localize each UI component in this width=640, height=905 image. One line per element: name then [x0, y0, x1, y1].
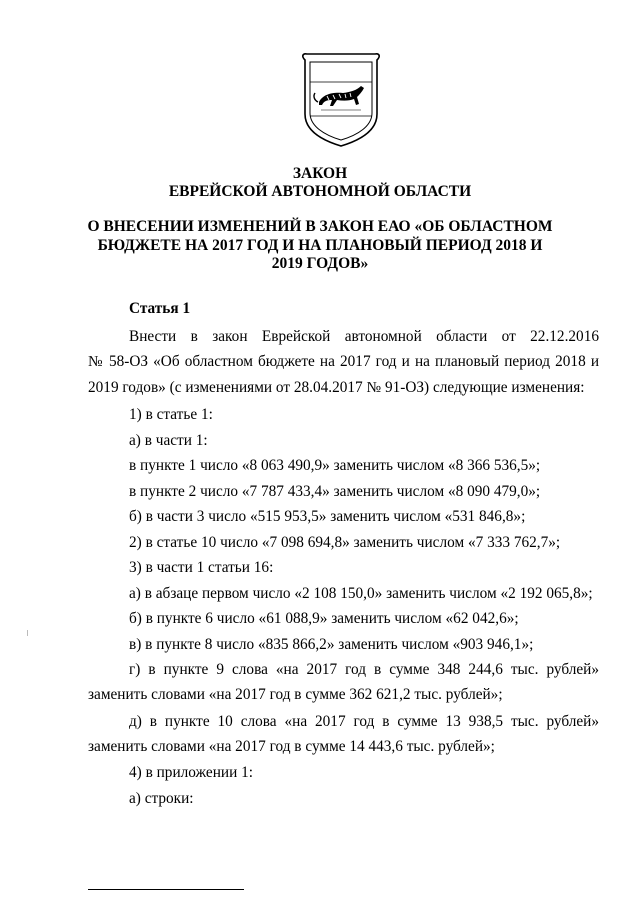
intro-line: Внести в закон Еврейской автономной области от 22.12.2016 [129, 328, 599, 345]
list-item: б) в части 3 число «515 953,5» заменить числом «531 846,8»; [129, 508, 526, 525]
subtitle-line: 2019 ГОДОВ» [271, 255, 369, 272]
list-item: в пункте 2 число «7 787 433,4» заменить числом «8 090 479,0»; [129, 483, 541, 500]
list-item: 3) в части 1 статьи 16: [129, 559, 274, 576]
list-item: б) в пункте 6 число «61 088,9» заменить числом «62 042,6»; [129, 610, 519, 627]
region-title: ЕВРЕЙСКОЙ АВТОНОМНОЙ ОБЛАСТИ [168, 183, 472, 200]
list-item: 4) в приложении 1: [129, 764, 253, 781]
list-item: а) в абзаце первом число «2 108 150,0» заменить числом «2 192 065,8»; [129, 585, 593, 602]
footnote-divider [88, 889, 244, 890]
scan-mark [27, 630, 28, 636]
article-heading: Статья 1 [129, 300, 191, 317]
list-item: в пункте 1 число «8 063 490,9» заменить числом «8 366 536,5»; [129, 457, 541, 474]
list-item: г) в пункте 9 слова «на 2017 год в сумме 348 244,6 тыс. рублей» [129, 661, 599, 678]
subtitle-line: О ВНЕСЕНИИ ИЗМЕНЕНИЙ В ЗАКОН ЕАО «ОБ ОБЛАСТНОМ [87, 218, 553, 235]
list-item-continuation: заменить словами «на 2017 год в сумме 14 443,6 тыс. рублей»; [88, 738, 495, 755]
subtitle-line: БЮДЖЕТЕ НА 2017 ГОД И НА ПЛАНОВЫЙ ПЕРИОД 2018 И [97, 236, 543, 254]
law-subtitle [80, 218, 560, 274]
law-title: ЗАКОН [292, 165, 348, 182]
list-item: д) в пункте 10 слова «на 2017 год в сумме 13 938,5 тыс. рублей» [129, 713, 599, 730]
intro-line: 2019 годов» (с изменениями от 28.04.2017 № 91-ОЗ) следующие изменения: [88, 379, 585, 396]
coat-of-arms-icon [299, 52, 383, 148]
list-item: 2) в статье 10 число «7 098 694,8» заменить числом «7 333 762,7»; [129, 534, 561, 551]
list-item: в) в пункте 8 число «835 866,2» заменить числом «903 946,1»; [129, 636, 534, 653]
list-item-continuation: заменить словами «на 2017 год в сумме 362 621,2 тыс. рублей»; [88, 686, 503, 703]
intro-line: № 58-ОЗ «Об областном бюджете на 2017 год и на плановый период 2018 и [88, 353, 599, 370]
list-item: а) строки: [129, 790, 194, 807]
list-item: 1) в статье 1: [129, 406, 213, 423]
list-item: а) в части 1: [129, 432, 208, 449]
